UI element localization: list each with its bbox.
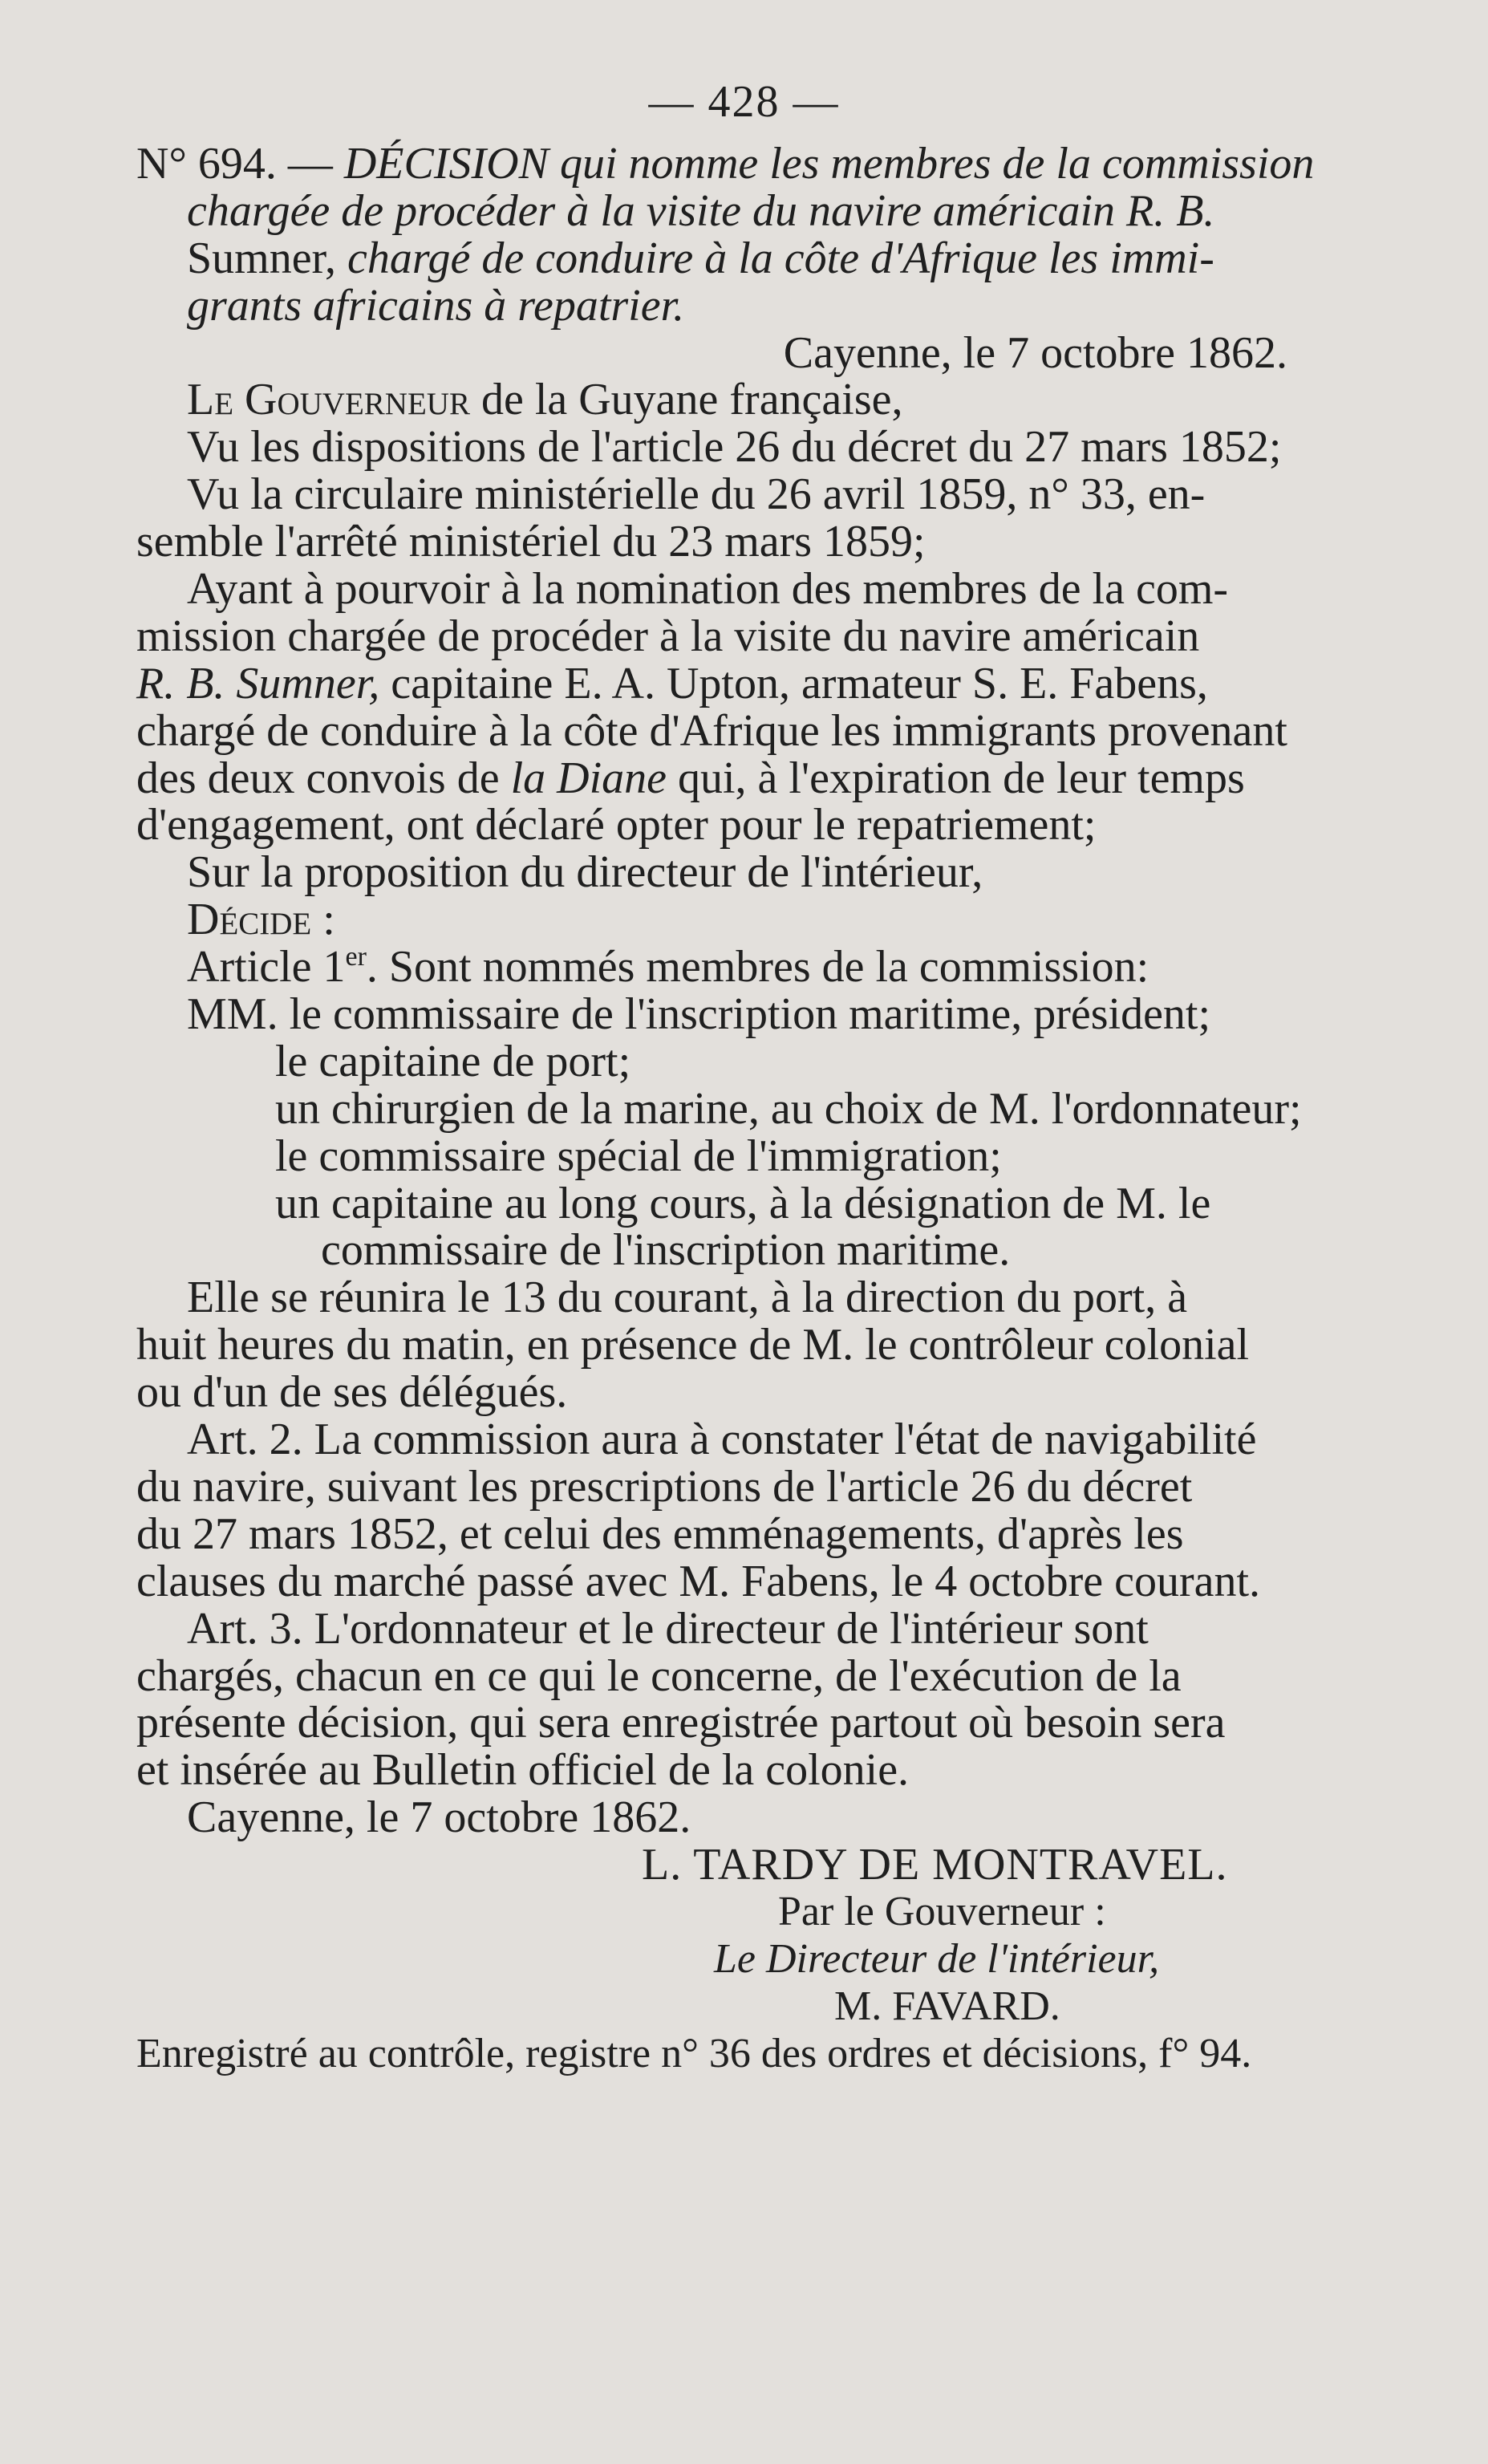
sur-line: Sur la proposition du directeur de l'intérieur, [187, 847, 983, 898]
article-1-sup: er [345, 942, 367, 972]
elle-line-1: Elle se réunira le 13 du courant, à la direction du port, à [187, 1273, 1188, 1323]
par-le-gouverneur: Par le Gouverneur : [778, 1888, 1106, 1934]
decide-line: Décide : [187, 895, 335, 945]
ayant-line-2: mission chargée de procéder à la visite du navire américain [136, 611, 1200, 661]
article-3-line-3: présente décision, qui sera enregistrée partout où besoin sera [136, 1698, 1226, 1748]
governor-line [136, 376, 1364, 424]
governor-title: Le Gouverneur [187, 375, 470, 425]
member-5a: un capitaine au long cours, à la désignation de M. le [275, 1178, 1211, 1228]
vu-line-2b: semble l'arrêté ministériel du 23 mars 1859; [136, 517, 926, 567]
ayant-line-5-b: qui, à l'expiration de leur temps [667, 753, 1245, 803]
elle-line-3: ou d'un de ses délégués. [136, 1367, 568, 1418]
governor-signature: L. TARDY DE MONTRAVEL. [642, 1840, 1228, 1890]
director-role: Le Directeur de l'intérieur, [714, 1935, 1160, 1982]
heading-line-3 [136, 235, 1364, 282]
page-number: — 428 — [648, 77, 840, 127]
vu-line-1: Vu les dispositions de l'article 26 du décret du 27 mars 1852; [187, 422, 1282, 473]
member-4: le commissaire spécial de l'immigration; [275, 1131, 1002, 1181]
member-2: le capitaine de port; [275, 1036, 631, 1086]
heading-line-2: chargée de procéder à la visite du navire américain R. B. [187, 185, 1215, 236]
article-2-line-3: du 27 mars 1852, et celui des emménagements, d'après les [136, 1508, 1184, 1559]
article-3-line-1: Art. 3. L'ordonnateur et le directeur de l'intérieur sont [187, 1603, 1149, 1654]
article-2-line-1: Art. 2. La commission aura à constater l'état de navigabilité [187, 1415, 1257, 1465]
convoy-ship-name: la Diane [510, 753, 667, 803]
article-3-line-2: chargés, chacun en ce qui le concerne, de l'exécution de la [136, 1650, 1182, 1701]
member-1: MM. le commissaire de l'inscription maritime, président; [187, 989, 1211, 1040]
decision-title-word: DÉCISION [343, 139, 549, 189]
ayant-line-3 [136, 660, 1364, 708]
ayant-line-5-a: des deux convois de [136, 753, 511, 803]
heading-date: Cayenne, le 7 octobre 1862. [783, 327, 1287, 378]
governor-rest: de la Guyane française, [469, 375, 903, 425]
article-1-label: Article 1 [187, 942, 346, 993]
member-3: un chirurgien de la marine, au choix de M. l'ordonnateur; [275, 1083, 1302, 1134]
vu-line-2a: Vu la circulaire ministérielle du 26 avril 1859, n° 33, en- [187, 469, 1206, 520]
article-1-intro [136, 944, 1364, 991]
ship-name: R. B. Sumner, [136, 658, 380, 708]
closing-date: Cayenne, le 7 octobre 1862. [187, 1792, 691, 1843]
ayant-line-3-rest: capitaine E. A. Upton, armateur S. E. Fabens, [379, 658, 1208, 708]
decision-text [136, 140, 1364, 2078]
member-5b: commissaire de l'inscription maritime. [321, 1225, 1011, 1276]
decision-number: N° 694. — [136, 139, 344, 189]
heading-line-4: grants africains à repatrier. [187, 280, 685, 331]
registration-note: Enregistré au contrôle, registre n° 36 des ordres et décisions, f° 94. [136, 2030, 1252, 2076]
elle-line-2: huit heures du matin, en présence de M. le contrôleur colonial [136, 1320, 1250, 1370]
ayant-line-5 [136, 755, 1364, 802]
heading-line-1 [136, 140, 1364, 188]
article-1-text: . Sont nommés membres de la commission: [366, 942, 1149, 993]
article-2-line-2: du navire, suivant les prescriptions de l'article 26 du décret [136, 1461, 1193, 1512]
ayant-line-1: Ayant à pourvoir à la nomination des membres de la com- [187, 564, 1229, 615]
director-name: M. FAVARD. [834, 1983, 1060, 2029]
article-3-line-4: et insérée au Bulletin officiel de la colonie. [136, 1745, 910, 1796]
ayant-line-6: d'engagement, ont déclaré opter pour le repatriement; [136, 800, 1097, 850]
heading-line-3-rest: chargé de conduire à la côte d'Afrique les immi- [347, 233, 1214, 283]
heading-line-3-ship: Sumner, [187, 233, 347, 283]
article-2-line-4: clauses du marché passé avec M. Fabens, le 4 octobre courant. [136, 1556, 1261, 1606]
heading-line-1-rest: qui nomme les membres de la commission [548, 139, 1315, 189]
ayant-line-4: chargé de conduire à la côte d'Afrique les immigrants provenant [136, 705, 1287, 756]
